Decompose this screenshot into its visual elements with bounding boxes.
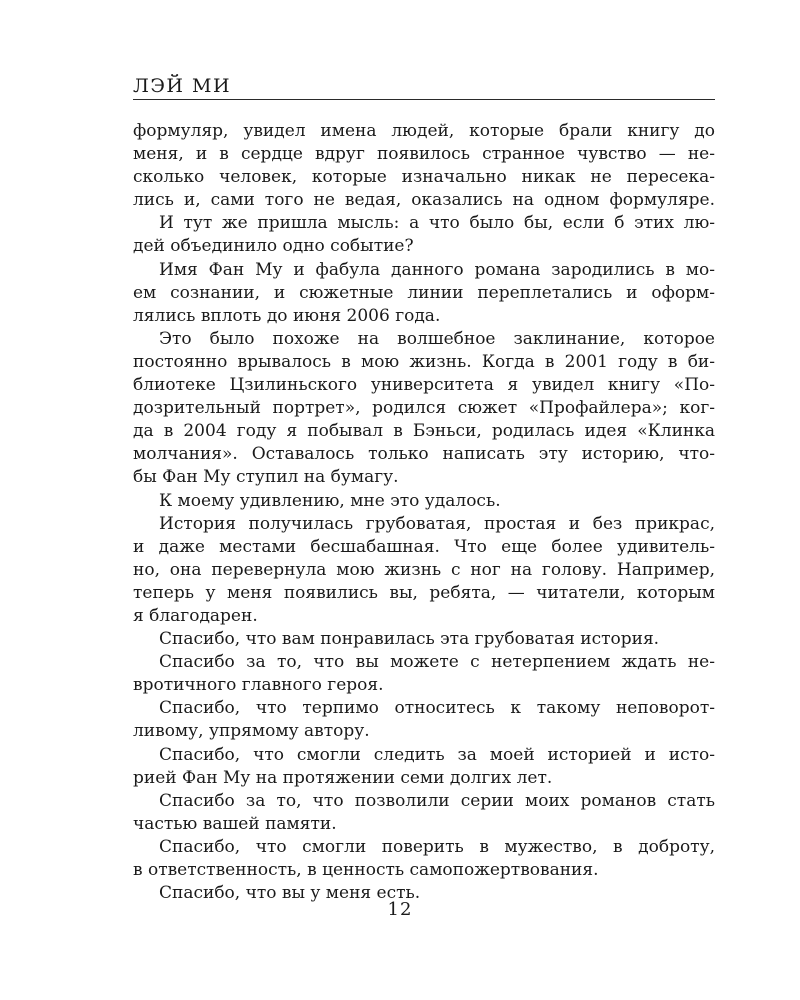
page-number: 12 bbox=[387, 899, 413, 920]
text-line: частью вашей памяти. bbox=[133, 813, 337, 834]
text-line: меня, и в сердце вдруг появилось странное чувство — не- bbox=[133, 144, 715, 165]
text-line: вротичного главного героя. bbox=[133, 675, 384, 696]
text-line: лись и, сами того не ведая, оказались на одном формуляре. bbox=[133, 190, 715, 211]
text-line: Спасибо, что смогли следить за моей историей и исто- bbox=[159, 744, 715, 765]
text-line: молчания». Оставалось только написать эту историю, что- bbox=[133, 444, 715, 465]
text-line: И тут же пришла мысль: а что было бы, если б этих лю- bbox=[159, 213, 715, 234]
text-line: формуляр, увидел имена людей, которые брали книгу до bbox=[133, 121, 715, 141]
text-line: бы Фан Му ступил на бумагу. bbox=[133, 467, 399, 488]
text-line: Спасибо за то, что вы можете с нетерпением ждать не- bbox=[159, 652, 715, 673]
text-line: Спасибо, что терпимо относитесь к такому неповорот- bbox=[159, 698, 715, 719]
text-line: Спасибо, что смогли поверить в мужество, в доброту, bbox=[159, 836, 715, 857]
text-line: теперь у меня появились вы, ребята, — читатели, которым bbox=[133, 582, 715, 603]
text-line: сколько человек, которые изначально никак не пересека- bbox=[133, 167, 715, 188]
text-line: Спасибо, что вы у меня есть. bbox=[159, 883, 421, 904]
text-line: Спасибо, что вам понравилась эта грубоватая история. bbox=[159, 629, 660, 650]
text-line: Имя Фан Му и фабула данного романа зародились в мо- bbox=[159, 259, 715, 280]
text-line: История получилась грубоватая, простая и без прикрас, bbox=[159, 513, 715, 534]
text-line: да в 2004 году я побывал в Бэньси, родилась идея «Клинка bbox=[133, 421, 715, 442]
text-line: лялись вплоть до июня 2006 года. bbox=[133, 305, 441, 326]
text-line: и даже местами бесшабашная. Что еще более удивитель- bbox=[133, 536, 715, 557]
text-line: в ответственность, в ценность самопожертвования. bbox=[133, 860, 599, 880]
text-line: блиотеке Цзилиньского университета я увидел книгу «По- bbox=[133, 375, 715, 396]
body-text bbox=[133, 120, 715, 905]
running-head-author: ЛЭЙ МИ bbox=[133, 75, 232, 97]
text-line: рией Фан Му на протяжении семи долгих лет. bbox=[133, 767, 553, 788]
running-head bbox=[133, 75, 715, 100]
text-line: К моему удивлению, мне это удалось. bbox=[159, 490, 501, 511]
text-line: но, она перевернула мою жизнь с ног на голову. Например, bbox=[133, 559, 715, 580]
text-line: ем сознании, и сюжетные линии переплетались и оформ- bbox=[133, 282, 715, 303]
text-line: ливому, упрямому автору. bbox=[133, 721, 370, 742]
text-line: Спасибо за то, что позволили серии моих романов стать bbox=[159, 790, 715, 811]
text-line: я благодарен. bbox=[133, 605, 258, 626]
text-line: Это было похоже на волшебное заклинание, которое bbox=[159, 328, 715, 349]
text-line: дей объединило одно событие? bbox=[133, 236, 414, 257]
text-line: постоянно врывалось в мою жизнь. Когда в 2001 году в би- bbox=[133, 351, 715, 372]
text-line: дозрительный портрет», родился сюжет «Профайлера»; ког- bbox=[133, 398, 715, 419]
